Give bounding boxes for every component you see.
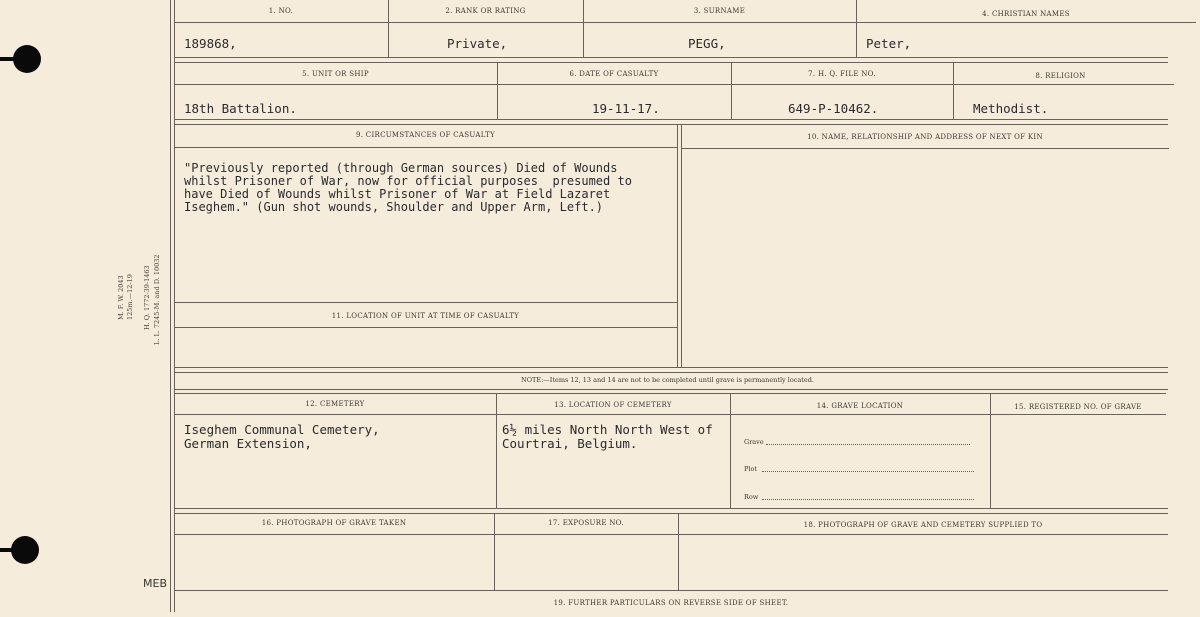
label-grave-location: 14. GRAVE LOCATION [816, 402, 904, 410]
label-next-of-kin: 10. NAME, RELATIONSHIP AND ADDRESS OF NEXT OF KIN [807, 133, 1043, 141]
row1-label-rule [174, 22, 1196, 23]
row3-bottom-rule [174, 367, 1168, 373]
value-surname: PEGG, [688, 36, 726, 51]
value-rank: Private, [447, 36, 508, 51]
value-file: 649-P-10462. [788, 101, 879, 116]
row2-div3 [953, 62, 954, 120]
label-plot: Plot [744, 465, 757, 473]
label-date: 6. DATE OF CASUALTY [569, 70, 659, 78]
grave-dotted-line [766, 444, 970, 445]
value-cemetery-location-line-1: 6½ miles North North West of [502, 422, 713, 437]
label-photo-supplied: 18. PHOTOGRAPH OF GRAVE AND CEMETERY SUPPLIED TO [803, 521, 1043, 529]
label-christian: 4. CHRISTIAN NAMES [982, 10, 1070, 18]
side-code-4: L. L. 7245-M. and D. 10032 [153, 254, 161, 345]
side-code-1: M. F. W. 2043 [117, 275, 125, 320]
value-cemetery-line-2: German Extension, [184, 436, 312, 451]
label-religion: 8. RELIGION [1035, 72, 1086, 80]
value-christian: Peter, [866, 36, 912, 51]
plot-dotted-line [762, 471, 974, 472]
row5-bottom-rule [174, 590, 1168, 591]
row4-top-rule [174, 393, 1166, 394]
label-location-unit: 11. LOCATION OF UNIT AT TIME OF CASUALTY [331, 312, 520, 320]
side-code-3: H. Q. 1772-39-1463 [143, 265, 151, 330]
label-row: Row [744, 493, 759, 501]
row3-div [677, 124, 678, 368]
value-unit: 18th Battalion. [184, 101, 297, 116]
row3-div-inner [681, 124, 682, 368]
label-unit: 5. UNIT OR SHIP [302, 70, 369, 78]
row4-label-rule [174, 414, 1166, 415]
circumstances-line-3: have Died of Wounds whilst Prisoner of War at Field Lazaret [184, 187, 611, 201]
location-unit-label-rule [174, 327, 677, 328]
row2-label-rule [174, 84, 1174, 85]
label-photo-taken: 16. PHOTOGRAPH OF GRAVE TAKEN [261, 519, 407, 527]
row5-label-rule [174, 534, 1168, 535]
side-code-2: 125m.—12-19 [126, 274, 134, 320]
note: NOTE:—Items 12, 13 and 14 are not to be completed until grave is permanently located. [521, 376, 814, 384]
binder-hole-top [13, 45, 41, 73]
location-unit-top-rule [174, 302, 677, 303]
circumstances-line-2: whilst Prisoner of War, now for official purposes presumed to [184, 174, 632, 188]
value-religion: Methodist. [973, 101, 1049, 116]
label-no: 1. NO. [268, 7, 294, 15]
row4-div1 [496, 393, 497, 509]
form-left-border [170, 0, 171, 612]
circumstances-line-4: Iseghem." (Gun shot wounds, Shoulder and Upper Arm, Left.) [184, 200, 604, 214]
label-circumstances: 9. CIRCUMSTANCES OF CASUALTY [355, 131, 495, 139]
circumstances-label-rule [174, 147, 677, 148]
label-exposure: 17. EXPOSURE NO. [548, 519, 624, 527]
value-cemetery-line-1: Iseghem Communal Cemetery, [184, 422, 380, 437]
note-bottom-rule [174, 389, 1168, 390]
row2-bottom-rule [174, 119, 1168, 125]
value-no: 189868, [184, 36, 237, 51]
value-date: 19-11-17. [592, 101, 660, 116]
value-cemetery-location-line-2: Courtrai, Belgium. [502, 436, 638, 451]
row1-div3 [856, 0, 857, 58]
binder-hole-bottom [11, 536, 39, 564]
label-registered-no: 15. REGISTERED NO. OF GRAVE [1014, 403, 1142, 411]
label-grave: Grave [744, 438, 764, 446]
label-file: 7. H. Q. FILE NO. [808, 70, 876, 78]
label-rank: 2. RANK OR RATING [445, 7, 526, 15]
footer: 19. FURTHER PARTICULARS ON REVERSE SIDE OF SHEET. [553, 599, 789, 607]
label-surname: 3. SURNAME [693, 7, 746, 15]
row-dotted-line [762, 499, 974, 500]
initials: MEB [143, 577, 167, 590]
row4-bottom-rule [174, 508, 1168, 514]
label-cemetery-location: 13. LOCATION OF CEMETERY [554, 401, 672, 409]
circumstances-line-1: "Previously reported (through German sources) Died of Wounds [184, 161, 618, 175]
row4-div2 [730, 393, 731, 509]
row1-bottom-rule [174, 57, 1168, 63]
label-cemetery: 12. CEMETERY [305, 400, 365, 408]
next-of-kin-label-rule [681, 148, 1169, 149]
